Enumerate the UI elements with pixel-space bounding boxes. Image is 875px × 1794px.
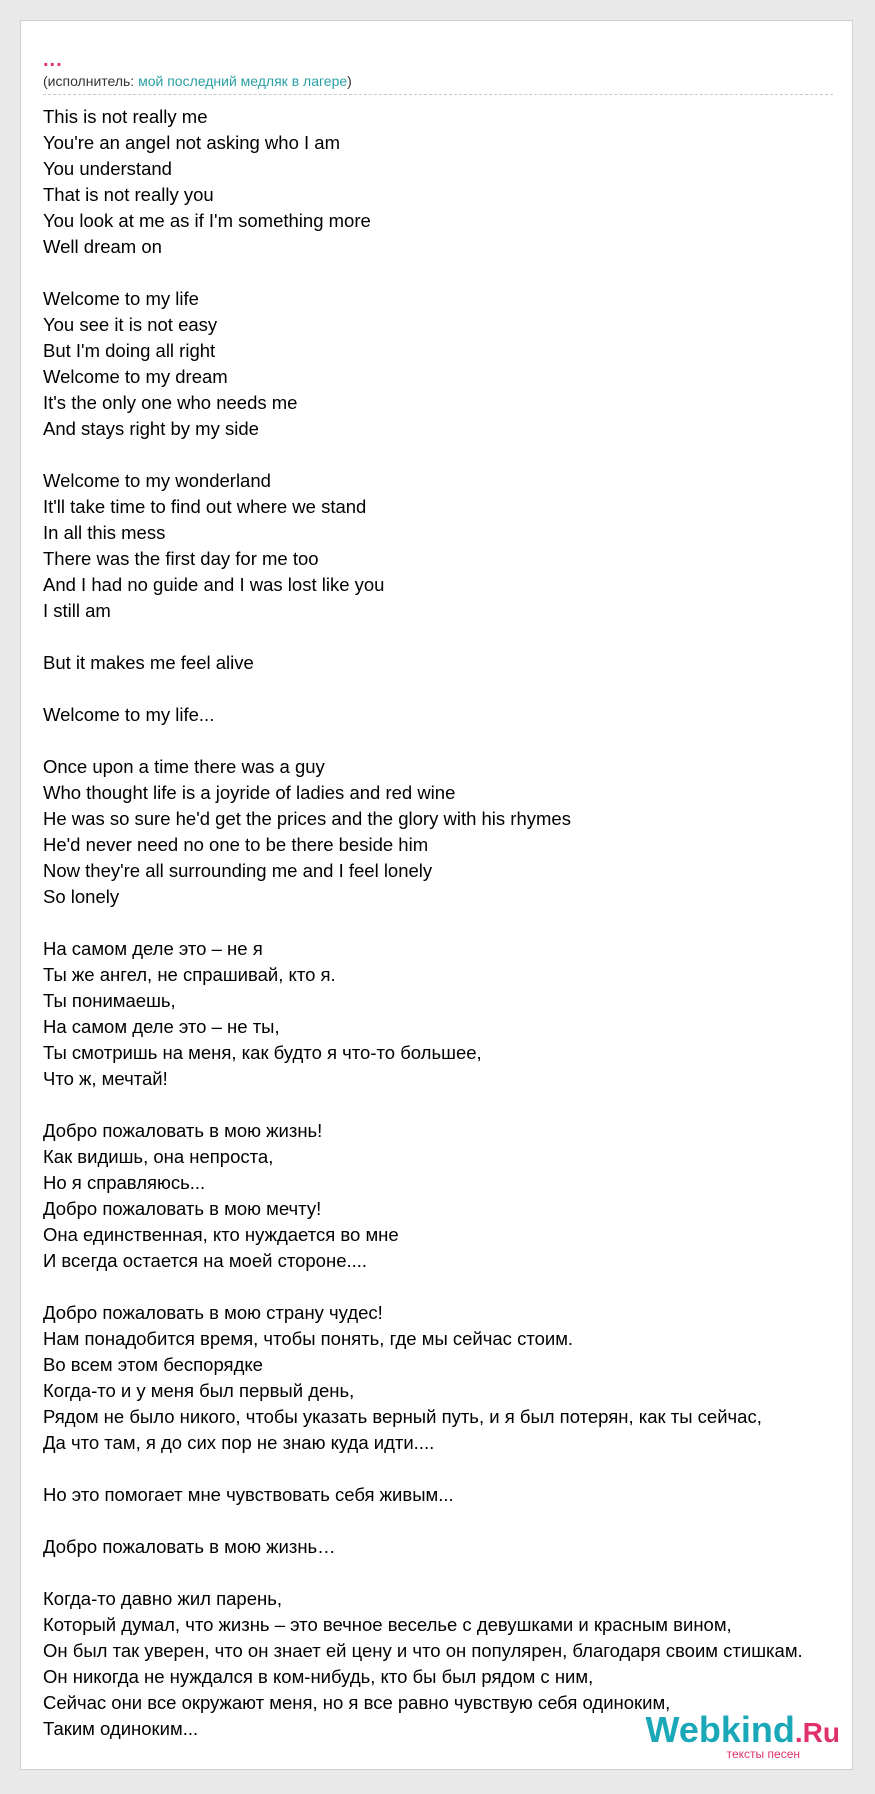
lyric-line: I still am [43, 600, 111, 621]
lyric-line: Welcome to my dream [43, 366, 228, 387]
lyric-line [43, 676, 853, 702]
lyric-line [43, 1274, 853, 1300]
lyric-line: Что ж, мечтай! [43, 1068, 168, 1089]
lyric-line: But I'm doing all right [43, 340, 216, 361]
lyric-line: Welcome to my life... [43, 704, 215, 725]
lyric-line [43, 624, 853, 650]
lyric-line: Когда-то и у меня был первый день, [43, 1380, 355, 1401]
lyric-line: And stays right by my side [43, 418, 259, 439]
lyric-line: You're an angel not asking who I am [43, 132, 340, 153]
lyric-line: На самом деле это – не ты, [43, 1016, 280, 1037]
lyric-line: Который думал, что жизнь – это вечное веселье с девушками и красным вином, [43, 1614, 732, 1635]
lyric-line: This is not really me [43, 106, 208, 127]
lyric-line: Добро пожаловать в мою жизнь… [43, 1536, 336, 1557]
lyric-line: Ты понимаешь, [43, 990, 176, 1011]
lyric-line [43, 1508, 853, 1534]
lyric-line: But it makes me feel alive [43, 652, 254, 673]
performer-prefix: (исполнитель: [43, 73, 139, 89]
lyric-line: Но это помогает мне чувствовать себя живым... [43, 1484, 454, 1505]
lyrics-page [20, 20, 853, 1770]
lyric-line: Он был так уверен, что он знает ей цену и что он популярен, благодаря своим стишкам. [43, 1640, 803, 1661]
lyric-line [43, 728, 853, 754]
lyric-line: That is not really you [43, 184, 214, 205]
lyric-line: He was so sure he'd get the prices and the glory with his rhymes [43, 808, 571, 829]
lyric-line: Ты смотришь на меня, как будто я что-то большее, [43, 1042, 482, 1063]
lyric-line: Welcome to my life [43, 288, 199, 309]
lyric-line: На самом деле это – не я [43, 938, 263, 959]
lyric-line [43, 260, 853, 286]
site-logo[interactable] [645, 1709, 840, 1761]
lyric-line: Нам понадобится время, чтобы понять, где мы сейчас стоим. [43, 1328, 574, 1349]
lyric-line: Добро пожаловать в мою жизнь! [43, 1120, 323, 1141]
lyric-line [43, 1092, 853, 1118]
lyric-line: So lonely [43, 886, 120, 907]
lyric-line: Как видишь, она непроста, [43, 1146, 274, 1167]
header-divider [43, 94, 833, 95]
lyric-line: Но я справляюсь... [43, 1172, 206, 1193]
lyric-line: You understand [43, 158, 172, 179]
lyric-line: It'll take time to find out where we stand [43, 496, 367, 517]
lyric-line: Он никогда не нуждался в ком-нибудь, кто бы был рядом с ним, [43, 1666, 594, 1687]
lyric-line: You see it is not easy [43, 314, 218, 335]
lyric-line: Когда-то давно жил парень, [43, 1588, 283, 1609]
lyric-line: And I had no guide and I was lost like you [43, 574, 385, 595]
lyric-line: You look at me as if I'm something more [43, 210, 371, 231]
lyric-line: Ты же ангел, не спрашивай, кто я. [43, 964, 336, 985]
lyric-line: Now they're all surrounding me and I feel lonely [43, 860, 433, 881]
lyrics-text [43, 104, 853, 1742]
lyric-line: Well dream on [43, 236, 162, 257]
lyric-line: Она единственная, кто нуждается во мне [43, 1224, 399, 1245]
logo-subtitle: тексты песен [726, 1747, 800, 1761]
performer-line [43, 73, 352, 89]
lyric-line [43, 442, 853, 468]
lyric-line: It's the only one who needs me [43, 392, 298, 413]
lyric-line: Да что там, я до сих пор не знаю куда идти.... [43, 1432, 435, 1453]
lyric-line: Сейчас они все окружают меня, но я все равно чувствую себя одиноким, [43, 1692, 671, 1713]
lyric-line [43, 910, 853, 936]
song-title: ... [43, 49, 63, 71]
lyric-line: Welcome to my wonderland [43, 470, 271, 491]
lyric-line: Таким одиноким... [43, 1718, 199, 1739]
lyric-line: He'd never need no one to be there beside him [43, 834, 429, 855]
logo-tld-text: .Ru [794, 1717, 840, 1748]
lyric-line: Во всем этом беспорядке [43, 1354, 263, 1375]
lyric-line [43, 1560, 853, 1586]
lyric-line: In all this mess [43, 522, 166, 543]
lyric-line: Who thought life is a joyride of ladies and red wine [43, 782, 456, 803]
performer-link[interactable]: мой последний медляк в лагере [138, 73, 348, 89]
lyric-line: There was the first day for me too [43, 548, 319, 569]
lyric-line: Добро пожаловать в мою мечту! [43, 1198, 322, 1219]
lyric-line: Once upon a time there was a guy [43, 756, 325, 777]
performer-suffix: ) [347, 73, 352, 89]
logo-main-text: Webkind [645, 1709, 795, 1750]
lyric-line: Рядом не было никого, чтобы указать верный путь, и я был потерян, как ты сейчас, [43, 1406, 762, 1427]
lyric-line [43, 1456, 853, 1482]
lyric-line: Добро пожаловать в мою страну чудес! [43, 1302, 383, 1323]
lyric-line: И всегда остается на моей стороне.... [43, 1250, 368, 1271]
